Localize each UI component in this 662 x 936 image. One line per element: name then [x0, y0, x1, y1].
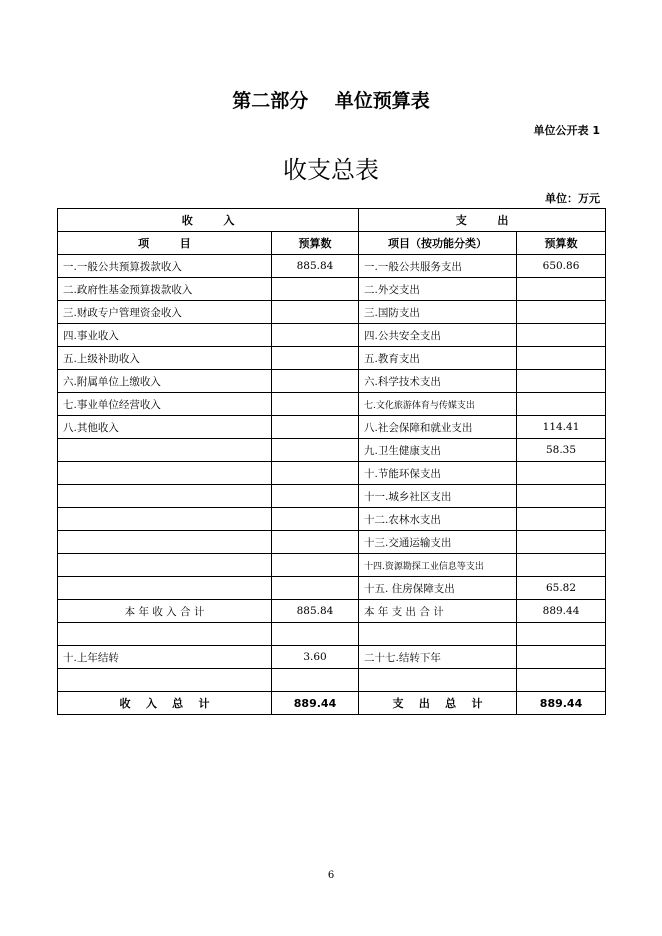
expense-item-cell: 十.节能环保支出: [359, 462, 517, 485]
income-amount-cell: [272, 393, 359, 416]
income-item-cell: 八.其他收入: [58, 416, 272, 439]
carryover-expense-item: 二十七.结转下年: [359, 646, 517, 669]
income-item-cell: [58, 577, 272, 600]
table-row: [58, 531, 606, 554]
income-amount-cell: [272, 462, 359, 485]
income-amount-cell: [272, 439, 359, 462]
income-amount-cell: [272, 531, 359, 554]
table-row: [58, 370, 606, 393]
income-amount-cell: [272, 416, 359, 439]
expense-amount-cell: 650.86: [517, 255, 606, 278]
income-item-cell: 七.事业单位经营收入: [58, 393, 272, 416]
expense-amount-cell: 58.35: [517, 439, 606, 462]
table-row: [58, 278, 606, 301]
table-row: [58, 462, 606, 485]
expense-item-cell: 十三.交通运输支出: [359, 531, 517, 554]
expense-amount-cell: [517, 485, 606, 508]
expense-amount-cell: [517, 347, 606, 370]
income-grand-total-amount: 889.44: [272, 692, 359, 715]
page-number: 6: [327, 870, 335, 881]
table-row: [58, 301, 606, 324]
table-row: [58, 485, 606, 508]
income-amount-cell: [272, 301, 359, 324]
expense-grand-total-amount: 889.44: [517, 692, 606, 715]
expense-amount-cell: [517, 393, 606, 416]
year-total-row: [58, 600, 606, 623]
expense-item-cell: 六.科学技术支出: [359, 370, 517, 393]
table-row: [58, 439, 606, 462]
unit-label: 单位：万元: [545, 192, 600, 205]
table-row: [58, 508, 606, 531]
income-item-cell: [58, 531, 272, 554]
income-item-cell: [58, 439, 272, 462]
income-section-header: 收 入: [58, 209, 359, 232]
expense-item-cell: 八.社会保障和就业支出: [359, 416, 517, 439]
expense-amount-cell: 114.41: [517, 416, 606, 439]
grand-total-row: [58, 692, 606, 715]
table-row: [58, 554, 606, 577]
year-expense-total-amount: 889.44: [517, 600, 606, 623]
income-amount-cell: [272, 485, 359, 508]
income-item-cell: 三.财政专户管理资金收入: [58, 301, 272, 324]
table-row: [58, 416, 606, 439]
income-amount-cell: [272, 554, 359, 577]
income-amount-cell: [272, 278, 359, 301]
year-income-total-amount: 885.84: [272, 600, 359, 623]
blank-row: [58, 669, 606, 692]
blank-row: [58, 623, 606, 646]
expense-grand-total-label: 支 出 总 计: [359, 692, 517, 715]
carryover-row: [58, 646, 606, 669]
table-row: [58, 324, 606, 347]
expense-item-cell: 十二.农林水支出: [359, 508, 517, 531]
income-grand-total-label: 收 入 总 计: [58, 692, 272, 715]
income-item-cell: [58, 462, 272, 485]
part-title: 第二部分 单位预算表: [232, 90, 430, 112]
expense-item-cell: 五.教育支出: [359, 347, 517, 370]
expense-item-cell: 四.公共安全支出: [359, 324, 517, 347]
expense-item-cell: 三.国防支出: [359, 301, 517, 324]
table-row: [58, 255, 606, 278]
table-row: [58, 393, 606, 416]
expense-amount-cell: [517, 278, 606, 301]
expense-amount-cell: [517, 554, 606, 577]
income-item-cell: 六.附属单位上缴收入: [58, 370, 272, 393]
table-title: 收支总表: [283, 156, 379, 184]
income-amount-cell: 885.84: [272, 255, 359, 278]
table-code: 单位公开表 1: [533, 124, 600, 137]
expense-item-cell: 十四.资源勘探工业信息等支出: [359, 554, 517, 577]
table-row: [58, 347, 606, 370]
income-item-cell: [58, 485, 272, 508]
income-item-cell: 四.事业收入: [58, 324, 272, 347]
income-amount-cell: [272, 577, 359, 600]
expense-amount-header: 预算数: [517, 232, 606, 255]
expense-amount-cell: [517, 508, 606, 531]
income-amount-cell: [272, 370, 359, 393]
expense-item-cell: 二.外交支出: [359, 278, 517, 301]
expense-item-cell: 七.文化旅游体育与传媒支出: [359, 393, 517, 416]
table-row: [58, 577, 606, 600]
year-income-total-label: 本 年 收 入 合 计: [58, 600, 272, 623]
income-item-header: 项 目: [58, 232, 272, 255]
expense-item-cell: 十五. 住房保障支出: [359, 577, 517, 600]
expense-item-cell: 一.一般公共服务支出: [359, 255, 517, 278]
income-item-cell: 五.上级补助收入: [58, 347, 272, 370]
year-expense-total-label: 本 年 支 出 合 计: [359, 600, 517, 623]
expense-section-header: 支 出: [359, 209, 606, 232]
expense-amount-cell: [517, 301, 606, 324]
income-item-cell: 二.政府性基金预算拨款收入: [58, 278, 272, 301]
carryover-income-item: 十.上年结转: [58, 646, 272, 669]
column-header-row: [58, 232, 606, 255]
expense-amount-cell: [517, 531, 606, 554]
income-amount-cell: [272, 347, 359, 370]
section-header-row: [58, 209, 606, 232]
expense-item-cell: 十一.城乡社区支出: [359, 485, 517, 508]
income-amount-cell: [272, 508, 359, 531]
expense-amount-cell: [517, 324, 606, 347]
income-amount-header: 预算数: [272, 232, 359, 255]
income-item-cell: [58, 554, 272, 577]
income-amount-cell: [272, 324, 359, 347]
income-item-cell: [58, 508, 272, 531]
expense-amount-cell: [517, 462, 606, 485]
expense-amount-cell: [517, 370, 606, 393]
income-item-cell: 一.一般公共预算拨款收入: [58, 255, 272, 278]
expense-item-cell: 九.卫生健康支出: [359, 439, 517, 462]
budget-summary-table: [57, 208, 606, 715]
carryover-income-amount: 3.60: [272, 646, 359, 669]
expense-item-header: 项目（按功能分类）: [359, 232, 517, 255]
carryover-expense-amount: [517, 646, 606, 669]
expense-amount-cell: 65.82: [517, 577, 606, 600]
